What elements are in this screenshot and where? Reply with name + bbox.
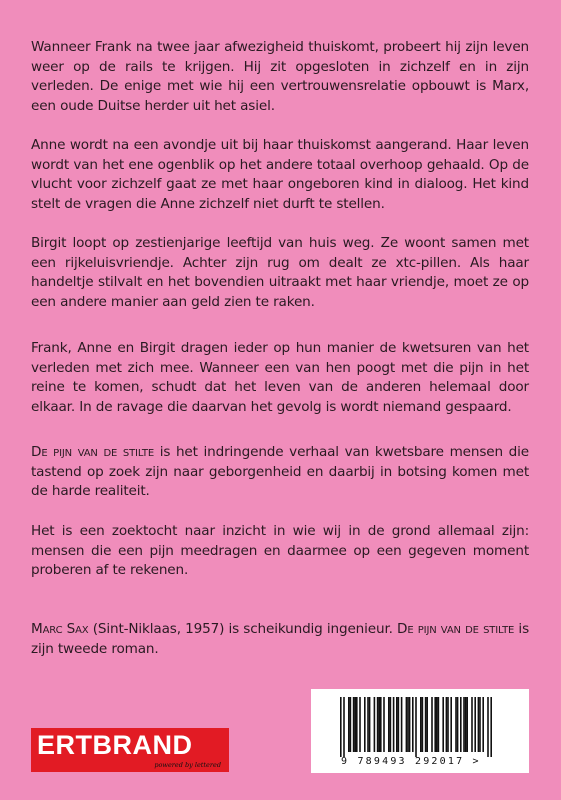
author-bio-text: (Sint-Niklaas, 1957) is scheikundig ingenieur. <box>88 621 398 637</box>
barcode-bar <box>412 697 414 752</box>
barcode-bar <box>396 697 398 752</box>
barcode-bar <box>367 697 369 752</box>
blurb-title-text: is het indringende verhaal van kwetsbare mensen die tastend op zoek zijn naar geborgenheid en daarbij in botsing komen met de harde realiteit. <box>31 444 529 499</box>
barcode-bar <box>466 697 468 752</box>
barcode-bar <box>409 697 411 752</box>
barcode-bar <box>407 697 409 752</box>
author-bio-end: is zijn tweede roman. <box>31 621 529 657</box>
barcode-bar <box>479 697 481 752</box>
barcode-bar <box>369 697 371 752</box>
barcode-bar <box>415 697 417 757</box>
barcode-bar <box>383 697 385 752</box>
barcode-bar <box>340 697 342 757</box>
blurb-paragraph-search: Het is een zoektocht naar inzicht in wie wij in de grond allemaal zijn: mensen die een pijn meedragen en daarmee op een gegeven moment proberen af te rekenen. <box>31 523 529 578</box>
barcode-bar <box>426 697 428 752</box>
barcode-bar <box>460 697 462 752</box>
barcode-bar <box>356 697 358 752</box>
publisher-logo <box>31 728 229 772</box>
barcode-bar <box>393 697 395 752</box>
barcode-bar <box>348 697 350 752</box>
barcode-bar <box>455 697 457 752</box>
barcode-bar <box>398 697 400 752</box>
blurb-paragraph-summary: Frank, Anne en Birgit dragen ieder op hun manier de kwetsuren van het verleden met zich mee. Wanneer een van hen poogt met die pijn in het reine te komen, schudt dat het leven van de anderen helemaal door elkaar. In de ravage die daarvan het gevolg is wordt niemand gespaard. <box>31 340 529 415</box>
book-title: De pijn van de stilte <box>31 444 155 460</box>
barcode-bar <box>487 697 489 757</box>
barcode-bar <box>447 697 449 752</box>
barcode-bar <box>436 697 438 752</box>
barcode-bar <box>474 697 476 752</box>
barcode-bar <box>378 697 380 752</box>
barcode <box>311 689 529 773</box>
barcode-bar <box>465 697 467 752</box>
author-bio <box>31 620 529 659</box>
barcode-bar <box>450 697 452 752</box>
barcode-bar <box>359 697 361 752</box>
barcode-bar <box>422 697 424 752</box>
barcode-bar <box>377 697 379 752</box>
barcode-bar <box>401 697 403 752</box>
barcode-bar <box>388 697 390 752</box>
barcode-bar <box>463 697 465 752</box>
barcode-bar <box>350 697 352 752</box>
barcode-bar <box>438 697 440 752</box>
barcode-bar <box>425 697 427 752</box>
author-name: Marc Sax <box>31 621 89 637</box>
blurb-paragraph-birgit: Birgit loopt op zestienjarige leeftijd van huis weg. Ze woont samen met een rijkeluisvriendje. Achter zijn rug om dealt ze xtc-pillen. Als haar handeltje stilvalt en het bovendien uitraakt met haar vriendje, moet ze op een andere manier aan geld zien te raken. <box>31 235 529 310</box>
blurb-paragraph-frank: Wanneer Frank na twee jaar afwezigheid thuiskomt, probeert hij zijn leven weer op de rails te krijgen. Hij zit opgesloten in zichzelf en in zijn verleden. De enige met wie hij een vertrouwensrelatie opbouwt is Marx, een oude Duitse herder uit het asiel. <box>31 39 529 114</box>
barcode-bar <box>353 697 355 752</box>
barcode-bar <box>490 697 492 757</box>
barcode-bar <box>434 697 436 752</box>
isbn-digits: 9 789493 292017 > <box>341 756 481 767</box>
blurb-paragraph-title <box>31 443 529 502</box>
barcode-bar <box>354 697 356 752</box>
book-title-bio: De pijn van de stilte <box>397 621 515 637</box>
barcode-bar <box>478 697 480 752</box>
barcode-bar <box>390 697 392 752</box>
barcode-bar <box>431 697 433 752</box>
barcode-bar <box>420 697 422 752</box>
blurb-paragraph-anne: Anne wordt na een avondje uit bij haar thuiskomst aangerand. Haar leven wordt van het ene ogenblik op het andere totaal overhoop gehaald. Op de vlucht voor zichzelf gaat ze met haar ongeboren kind in dialoog. Het kind stelt de vragen die Anne zichzelf niet durft te stellen. <box>31 137 529 212</box>
barcode-bar <box>457 697 459 752</box>
barcode-bar <box>374 697 376 752</box>
barcode-bar <box>343 697 345 757</box>
barcode-bar <box>380 697 382 752</box>
barcode-bar <box>442 697 444 752</box>
publisher-name: ERTBRAND <box>37 730 193 760</box>
barcode-bar <box>471 697 473 752</box>
barcode-bar <box>446 697 448 752</box>
publisher-tagline: powered by lettered <box>154 761 221 769</box>
barcode-bar <box>364 697 366 752</box>
barcode-bar <box>482 697 484 752</box>
barcode-bar <box>406 697 408 752</box>
